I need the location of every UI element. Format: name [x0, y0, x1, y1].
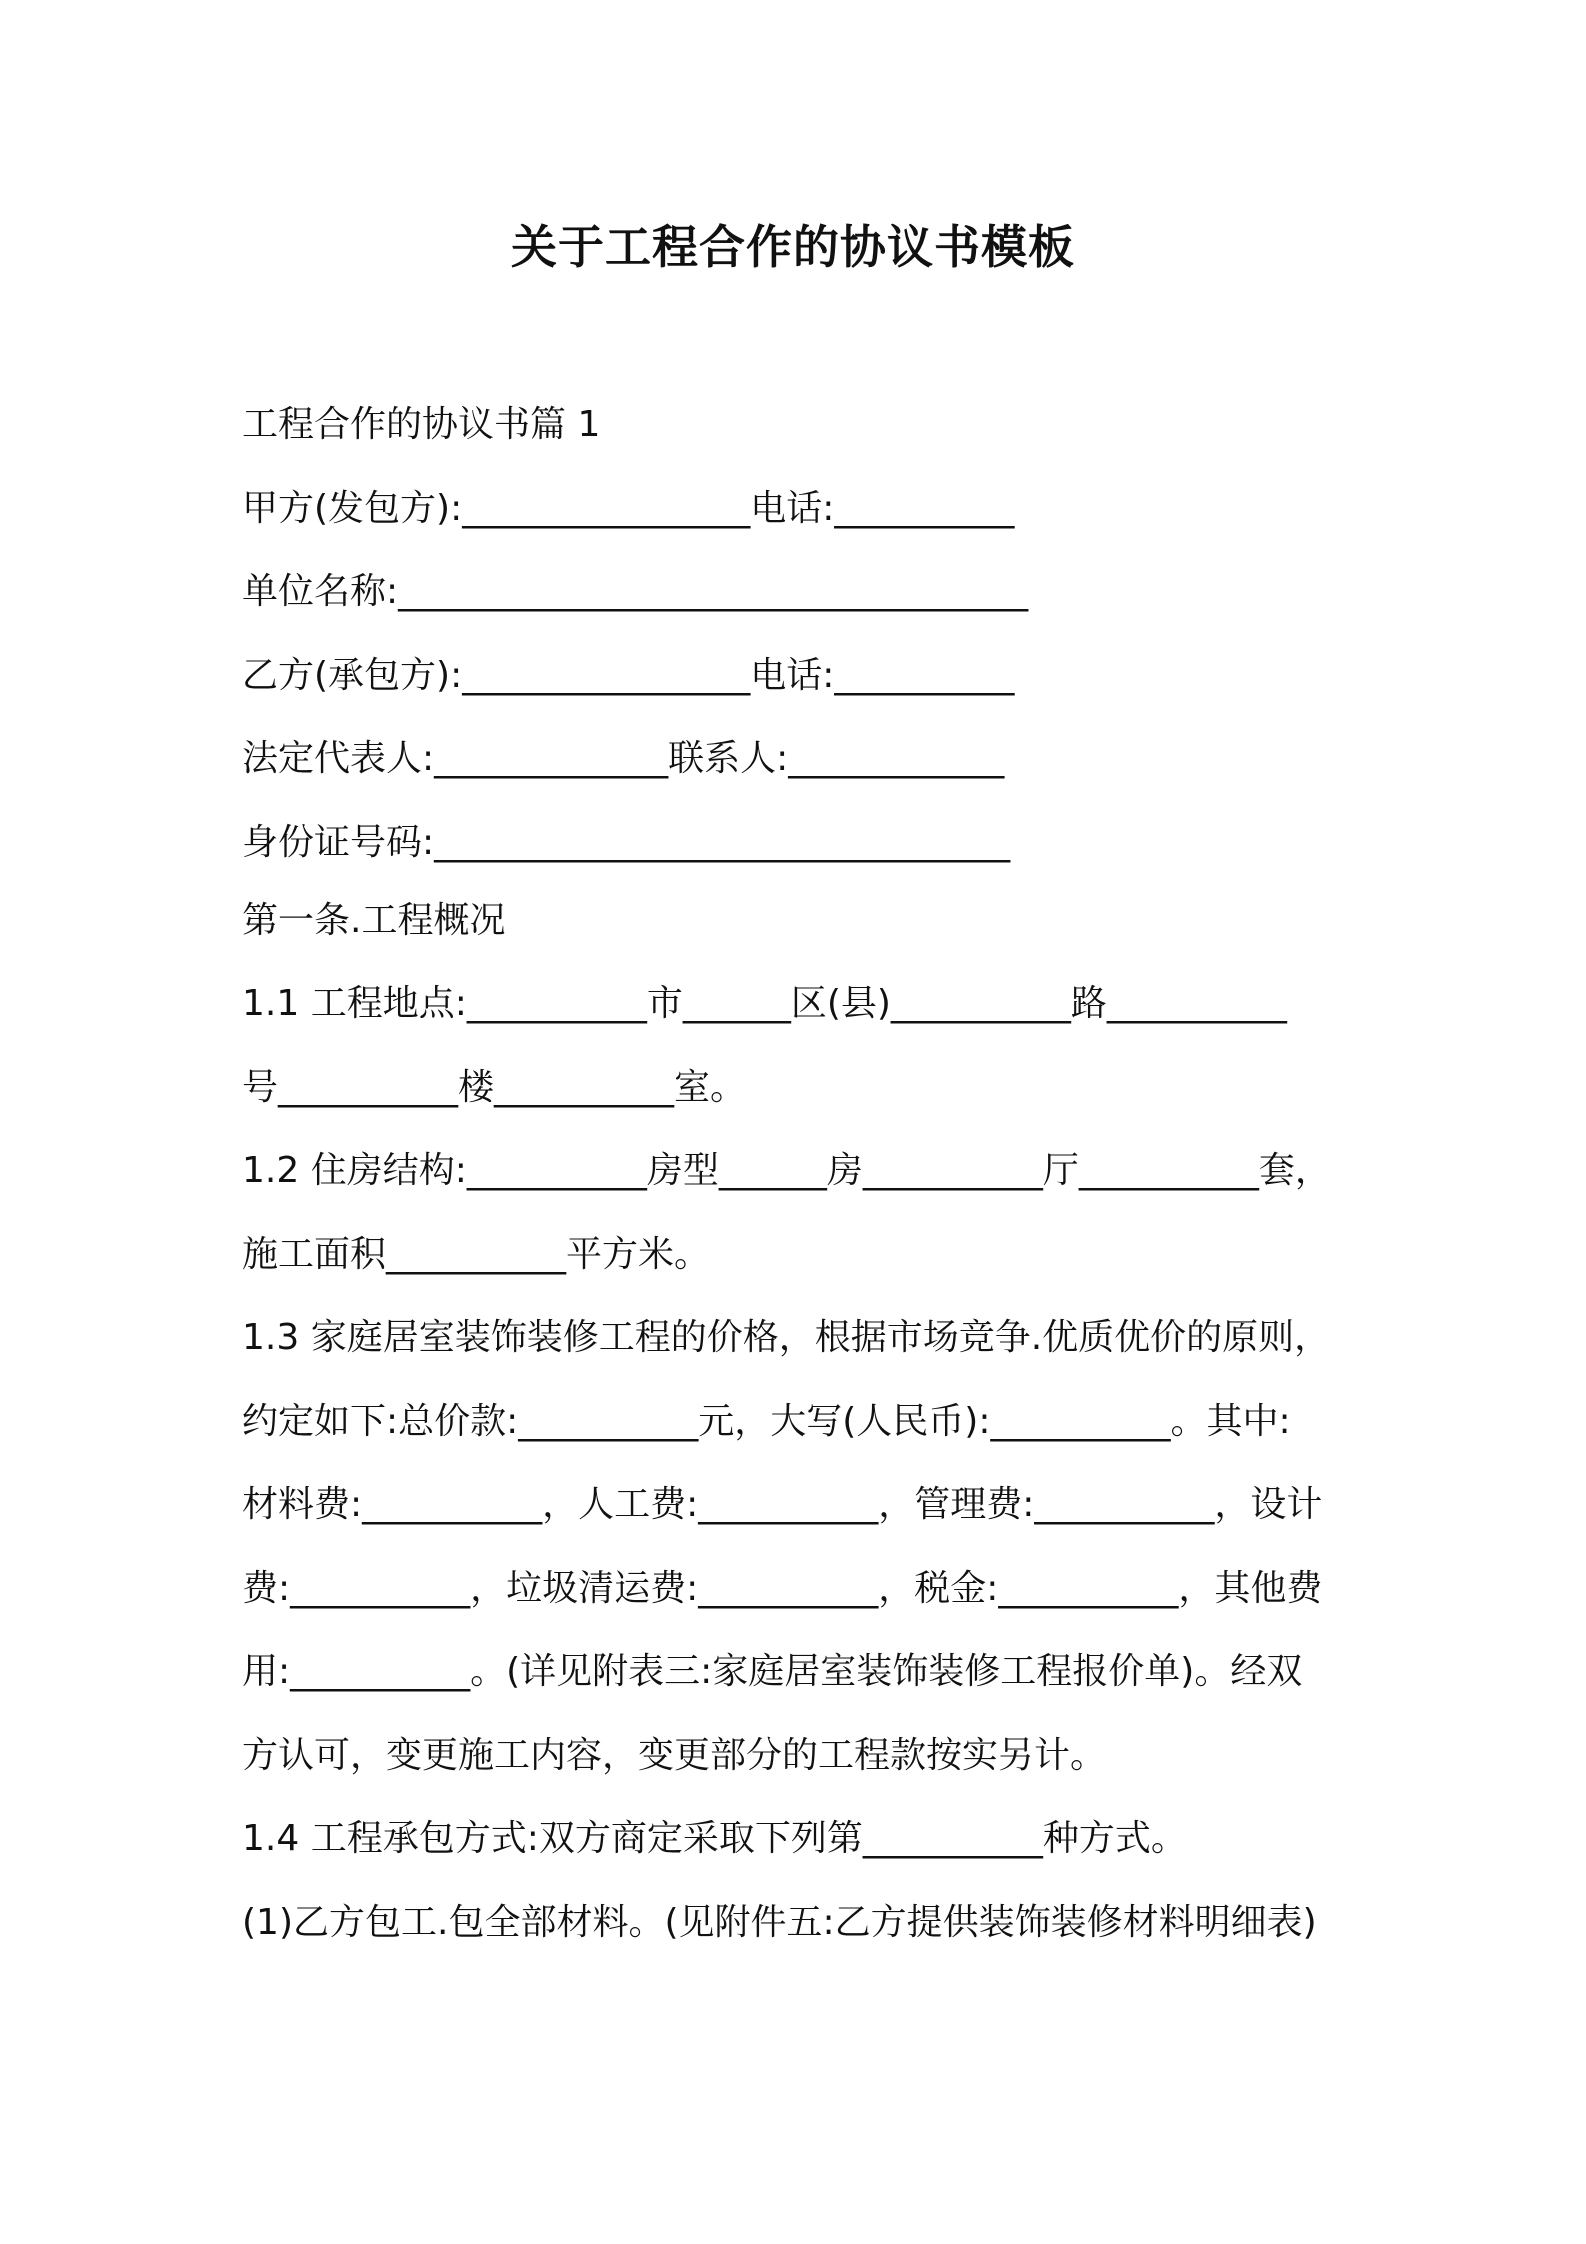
- legal-representative-line: 法定代表人:_____________联系人:____________: [242, 738, 1005, 779]
- option-1-line: (1)乙方包工.包全部材料。(见附件五:乙方提供装饰装修材料明细表): [242, 1901, 1317, 1943]
- clause-1-3-line-3: 材料费:__________，人工费:__________，管理费:__________，设计: [242, 1484, 1323, 1525]
- party-a-line: 甲方(发包方):________________电话:__________: [242, 487, 1015, 529]
- document-title: 关于工程合作的协议书模板: [511, 220, 1075, 274]
- clause-1-3-line-4: 费:__________，垃圾清运费:__________，税金:__________，其他费: [242, 1567, 1323, 1609]
- clause-1-2-line-2: 施工面积__________平方米。: [242, 1233, 711, 1275]
- clause-1-3-line-1: 1.3 家庭居室装饰装修工程的价格，根据市场竞争.优质优价的原则，: [242, 1317, 1331, 1358]
- clause-1-3-line-2: 约定如下:总价款:__________元，大写(人民币):__________。其中:: [242, 1400, 1291, 1442]
- party-b-line: 乙方(承包方):________________电话:__________: [242, 654, 1015, 696]
- id-number-line: 身份证号码:________________________________: [242, 821, 1011, 863]
- clause-1-3-line-6: 方认可，变更施工内容，变更部分的工程款按实另计。: [242, 1734, 1107, 1776]
- clause-1-1-line-1: 1.1 工程地点:__________市______区(县)__________路__________: [242, 983, 1287, 1024]
- clause-1-3-line-5: 用:__________。(详见附表三:家庭居室装饰装修工程报价单)。经双: [242, 1651, 1303, 1692]
- article-one-heading: 第一条.工程概况: [242, 899, 506, 941]
- clause-1-2-line-1: 1.2 住房结构:__________房型______房__________厅__________套，: [242, 1150, 1331, 1191]
- section-heading: 工程合作的协议书篇 1: [242, 404, 601, 445]
- organization-name-line: 单位名称:___________________________________: [242, 571, 1029, 612]
- clause-1-1-line-2: 号__________楼__________室。: [242, 1066, 747, 1108]
- clause-1-4-line: 1.4 工程承包方式:双方商定采取下列第__________种方式。: [242, 1818, 1187, 1859]
- document-body: [242, 404, 1382, 1985]
